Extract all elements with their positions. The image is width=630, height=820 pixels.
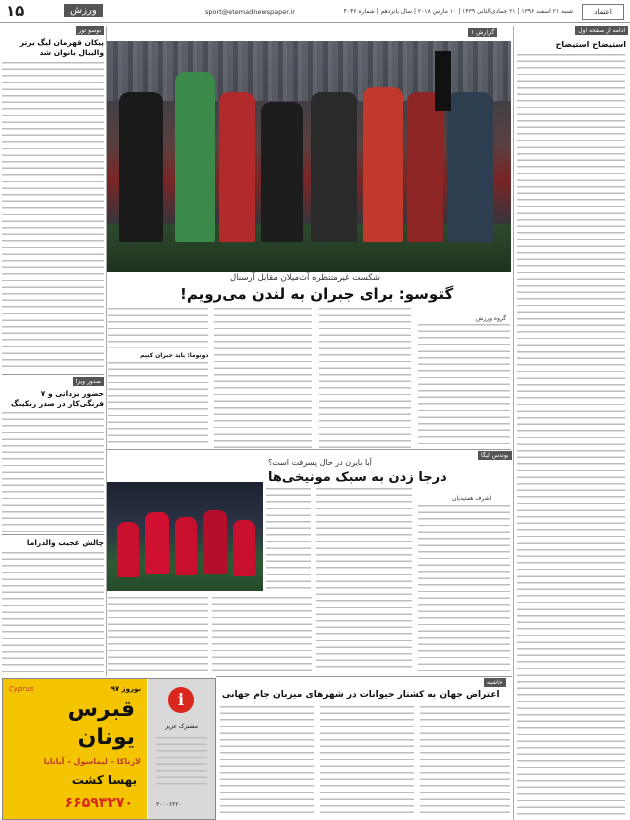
- info-icon: i: [168, 687, 194, 713]
- bundesliga-tag: بوندس لیگا: [478, 451, 512, 460]
- body-text: [517, 54, 625, 818]
- bayern-team-photo: [107, 482, 263, 591]
- body-text: [212, 597, 312, 671]
- body-text: [266, 488, 311, 593]
- ad-cities: لارناکا - لیماسول - آیانایا: [43, 757, 141, 766]
- body-text: [420, 706, 510, 818]
- ad-phone[interactable]: ۶۶۵۹۳۲۷۰: [64, 795, 133, 811]
- milan-team-photo: [107, 41, 511, 272]
- sub-headline: دونوما: باید جبران کنیم: [140, 352, 209, 359]
- bayern-headline: درجا زدن به سبک مونیخی‌ها: [268, 470, 447, 485]
- section-email[interactable]: sport@etemadnewspaper.ir: [205, 8, 295, 16]
- section-label: ورزش: [64, 4, 103, 17]
- ad-side-text: مشترک عزیز: [165, 723, 198, 730]
- body-text: [108, 308, 208, 348]
- main-byline: گروه ورزش: [476, 315, 507, 322]
- volleyball-title: پیکان قهرمان لیگ برتر والیبال بانوان شد: [19, 38, 104, 57]
- page-header: [0, 0, 630, 23]
- body-text: [319, 308, 411, 448]
- travel-advertisement[interactable]: [2, 678, 216, 820]
- story-divider: [107, 449, 511, 450]
- page-number: ۱۵: [6, 2, 25, 20]
- sidelines-tag: حاشیه: [484, 678, 506, 687]
- body-text: [220, 706, 314, 818]
- left-column: [2, 24, 104, 674]
- wrestling-title: حضور یزدانی و ۷ فرنگی‌کار در صدر رنکینگ: [10, 389, 104, 408]
- main-kicker: شکست غیرمنتظره آث‌میلان مقابل آرسنال: [230, 273, 381, 283]
- body-text: [2, 552, 104, 672]
- ad-offer: بهسا کشت: [71, 773, 137, 787]
- ad-tour-label: نوروز ۹۷: [110, 685, 141, 693]
- bayern-kicker: آیا بایرن در حال پسرفت است؟: [268, 458, 372, 467]
- dateline: شنبه ۲۱ اسفند ۱۳۹۶ | ۲۱ جمادی‌الثانی ۱۴۳۹ | ۱۰ مارس ۲۰۱۸ | سال پانزدهم | شماره ۴۰۴۶: [343, 8, 573, 15]
- report-tag: گزارش ۱: [468, 28, 497, 37]
- newspaper-logo: اعتماد: [582, 4, 624, 20]
- story-divider: [216, 676, 512, 677]
- body-text: [2, 62, 104, 370]
- body-text: [108, 362, 208, 448]
- continued-tag: ادامه از صفحه اول: [575, 26, 628, 35]
- ad-side-panel: [148, 679, 215, 819]
- bayern-byline: اشرف همتیدیان: [452, 495, 492, 502]
- news-tag: صدور ویزا: [73, 377, 105, 386]
- column-divider: [513, 26, 514, 820]
- ad-country: قبرس: [67, 697, 135, 722]
- body-text: [214, 308, 312, 448]
- ad-side-phone[interactable]: ۳۰۰۰۶۳۲۰: [156, 801, 182, 808]
- valderrama-title: چالش عجیب والدراما: [26, 538, 104, 547]
- news-tag: نوسو تور: [76, 26, 104, 35]
- body-text: [316, 488, 412, 671]
- ad-country-2: یونان: [77, 725, 135, 750]
- main-headline: گتوسو: برای جبران به لندن می‌رویم!: [180, 285, 454, 303]
- body-text: [156, 737, 207, 787]
- ad-brand: Cyprus: [9, 685, 34, 693]
- right-column: [515, 24, 628, 820]
- bottom-headline: اعتراض جهان به کشتار حیوانات در شهرهای میزبان جام جهانی: [222, 690, 500, 700]
- body-text: [320, 706, 414, 818]
- body-text: [418, 324, 510, 448]
- body-text: [2, 412, 104, 532]
- body-text: [108, 597, 208, 671]
- body-text: [418, 505, 510, 671]
- story-title: استیضاح استیضاح: [555, 40, 626, 49]
- ad-main-panel: [3, 679, 147, 819]
